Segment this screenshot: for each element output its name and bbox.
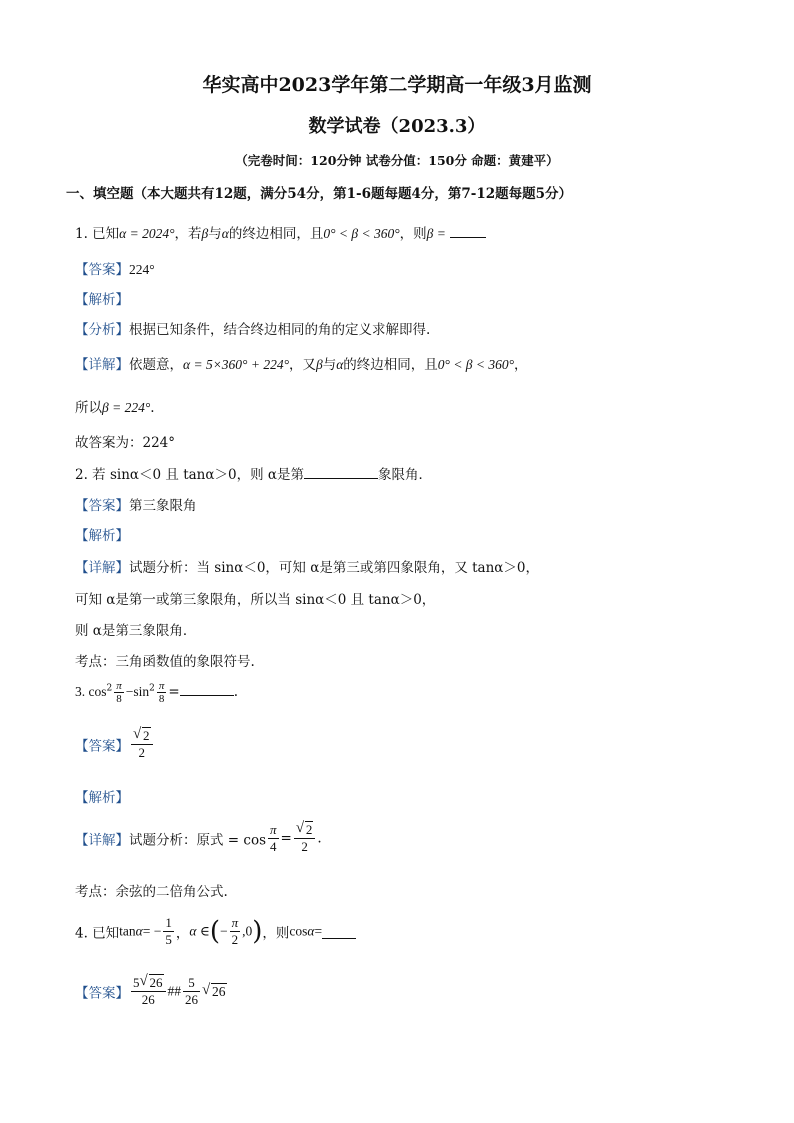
q1-fenxi: 【分析】根据已知条件，结合终边相同的角的定义求解即得. — [75, 322, 431, 338]
q4-answer-blank — [322, 925, 356, 939]
q2-detail-2: 可知 α是第一或第三象限角，所以当 sinα＜0 且 tanα＞0， — [75, 592, 436, 608]
q3-answer: 【答案】 √ 2 2 — [75, 728, 155, 761]
q1-stem: 1. 已知α = 2024°，若β与α的终边相同，且0° < β < 360°，则β = — [75, 222, 486, 242]
q3-answer-blank — [180, 682, 234, 696]
q3-detail: 【详解】试题分析：原式 = cos $\frac{\pi}{4}$ = √ 2 2 . — [75, 820, 322, 854]
q1-answer-blank — [450, 224, 486, 238]
section-heading: 一、填空题（本大题共有12题，满分54分，第1-6题每题4分，第7-12题每题5分） — [66, 186, 573, 202]
q2-detail-3: 则 α是第三象限角． — [75, 623, 197, 639]
q1-analysis-label: 【解析】 — [75, 292, 129, 308]
q4-answer: 【答案】 5 √ 26 26 ## $\frac{5}{26}$ √ 26 — [75, 973, 226, 1007]
q2-answer: 【答案】第三象限角 — [75, 498, 197, 514]
page-title: 华实高中2023学年第二学期高一年级3月监测 — [202, 74, 592, 96]
exam-meta: （完卷时间：120分钟 试卷分值：150分 命题：黄建平） — [235, 153, 559, 168]
q3-stem: 3. $\cos^2$ $\frac{\pi}{8}$ $-\sin^2$ $\frac{\pi}{8}$ = . — [75, 680, 238, 705]
q2-detail-1: 【详解】试题分析：当 sinα＜0，可知 α是第三或第四象限角，又 tanα＞0， — [75, 560, 540, 576]
page-subtitle: 数学试卷（2023.3） — [308, 116, 486, 137]
q3-analysis-label: 【解析】 — [75, 790, 129, 806]
q1-answer: 【答案】224° — [75, 262, 155, 278]
q3-kaodian: 考点：余弦的二倍角公式. — [75, 884, 228, 900]
q2-analysis-label: 【解析】 — [75, 528, 129, 544]
q2-answer-blank — [304, 465, 378, 479]
q4-stem: 4. 已知tanα= − $\frac{1}{5}$ ，α ∈(− $\frac{\pi}{2}$ ,0)，则cosα= — [75, 915, 356, 948]
q1-so: 所以β = 224°. — [75, 400, 155, 416]
q1-detail: 【详解】依题意，α = 5×360° + 224°，又β与α的终边相同，且0° < β < 360°， — [75, 357, 528, 373]
q2-kaodian: 考点：三角函数值的象限符号. — [75, 654, 255, 670]
q1-final: 故答案为：224° — [75, 435, 176, 451]
q2-stem: 2. 若 sinα＜0 且 tanα＞0，则 α是第 象限角． — [75, 467, 432, 483]
